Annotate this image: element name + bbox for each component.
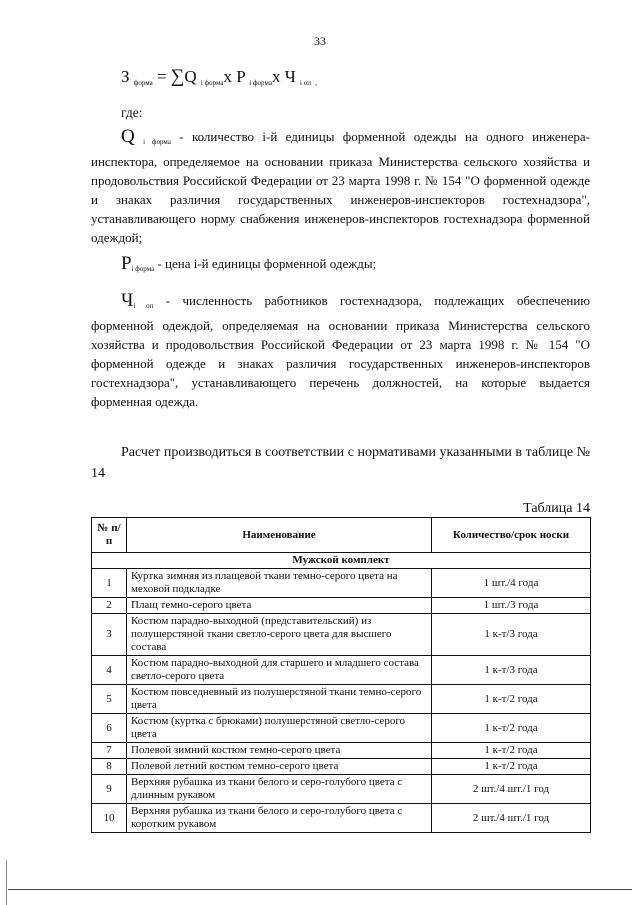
definition-ch-symbol: Ч xyxy=(121,290,134,311)
table-header-row xyxy=(92,518,591,553)
row-qty: 1 к-т/3 года xyxy=(432,656,591,685)
table-row xyxy=(92,743,591,759)
table-row xyxy=(92,614,591,656)
table-row xyxy=(92,804,591,833)
table-row xyxy=(92,569,591,598)
row-qty: 2 шт./4 шт./1 год xyxy=(432,804,591,833)
row-qty: 1 к-т/2 года xyxy=(432,685,591,714)
formula-sum-sign: ∑ xyxy=(170,66,185,87)
row-num: 3 xyxy=(92,614,127,656)
table-row xyxy=(92,775,591,804)
row-num: 1 xyxy=(92,569,127,598)
row-name: Костюм повседневный из полушерстяной ткани темно-серого цвета xyxy=(127,685,432,714)
table-row xyxy=(92,714,591,743)
row-qty: 1 к-т/2 года xyxy=(432,714,591,743)
table-section-row xyxy=(92,553,591,569)
table-row xyxy=(92,759,591,775)
row-num: 7 xyxy=(92,743,127,759)
row-name: Куртка зимняя из плащевой ткани темно-серого цвета на меховой подкладке xyxy=(127,569,432,598)
row-name: Плащ темно-серого цвета xyxy=(127,598,432,614)
formula-tail: , xyxy=(315,79,317,87)
row-qty: 1 к-т/2 года xyxy=(432,743,591,759)
row-num: 9 xyxy=(92,775,127,804)
row-name: Костюм парадно-выходной (представительский) из полушерстяной ткани светло-серого цвета для высшего состава xyxy=(127,614,432,656)
definition-p-text: - цена i-й единицы форменной одежды; xyxy=(157,256,377,271)
formula-times-1: x xyxy=(223,67,232,86)
header-num: № п/п xyxy=(92,518,127,553)
formula-q: Q xyxy=(184,67,197,86)
definition-ch-sub: i оп xyxy=(133,302,154,310)
definition-p-sub: i форма xyxy=(131,265,155,273)
definition-q-symbol: Q xyxy=(121,126,135,147)
row-num: 5 xyxy=(92,685,127,714)
header-name: Наименование xyxy=(127,518,432,553)
definition-ch-text: - численность работников гостехнадзора, подлежащих обеспечению форменной одеждой, определяемая на основании приказа Министерства сельского хозяйства и продовольствия Российской Федерации от 23 марта 1998 г. № 154 "О форменной одежде и знаках различия государственных инженеров-инспекторов гостехнадзора", устанавливающего перечень должностей, на которые выдается форменная одежда. xyxy=(91,293,590,409)
calculation-note-text: Расчет производиться в соответствии с нормативами указанными в таблице № 14 xyxy=(91,445,590,481)
page-bottom-rule xyxy=(8,889,632,890)
definition-p xyxy=(91,254,590,279)
table-caption: Таблица 14 xyxy=(523,501,590,516)
formula-p: P xyxy=(236,67,246,86)
row-num: 4 xyxy=(92,656,127,685)
row-name: Полевой зимний костюм темно-серого цвета xyxy=(127,743,432,759)
row-qty: 1 к-т/3 года xyxy=(432,614,591,656)
row-num: 10 xyxy=(92,804,127,833)
definition-p-symbol: P xyxy=(121,253,132,274)
definition-q-text: - количество i-й единицы форменной одежды на одного инженера-инспектора, определяемое на основании приказа Министерства сельского хозяйства и продовольствия Российской Федерации от 23 марта 1998 г. № 154 "О форменной одежде и знаках различия государственных инженеров-инспекторов гостехнадзора", устанавливающего норму снабжения инженеров-инспекторов гостехнадзора форменной одеждой; xyxy=(91,129,590,245)
row-name: Костюм (куртка с брюками) полушерстяной светло-серого цвета xyxy=(127,714,432,743)
row-name: Костюм парадно-выходной для старшего и младшего состава светло-серого цвета xyxy=(127,656,432,685)
header-qty: Количество/срок носки xyxy=(432,518,591,553)
row-qty: 2 шт./4 шт./1 год xyxy=(432,775,591,804)
definition-q xyxy=(91,127,590,247)
definition-q-sub: i форма xyxy=(143,138,171,146)
table-row xyxy=(92,598,591,614)
section-title: Мужской комплект xyxy=(92,553,591,569)
cost-formula xyxy=(121,66,317,88)
row-num: 6 xyxy=(92,714,127,743)
row-name: Полевой летний костюм темно-серого цвета xyxy=(127,759,432,775)
scan-edge-mark xyxy=(0,860,7,905)
formula-lhs-sub: форма xyxy=(133,79,153,87)
row-qty: 1 шт./4 года xyxy=(432,569,591,598)
formula-p-sub: i форма xyxy=(249,79,272,87)
where-label: где: xyxy=(121,105,143,120)
row-name: Верхняя рубашка из ткани белого и серо-голубого цвета с коротким рукавом xyxy=(127,804,432,833)
definition-ch xyxy=(91,291,590,411)
row-qty: 1 шт./3 года xyxy=(432,598,591,614)
formula-times-2: x xyxy=(271,67,281,86)
table-row xyxy=(92,685,591,714)
formula-equals: = xyxy=(156,67,167,86)
uniform-norms-table xyxy=(91,517,591,833)
formula-ch: Ч xyxy=(284,67,296,86)
formula-ch-sub: i оп xyxy=(300,79,311,87)
formula-lhs: З xyxy=(121,67,130,86)
row-name: Верхняя рубашка из ткани белого и серо-голубого цвета с длинным рукавом xyxy=(127,775,432,804)
row-qty: 1 к-т/2 года xyxy=(432,759,591,775)
row-num: 2 xyxy=(92,598,127,614)
table-row xyxy=(92,656,591,685)
page-number: 33 xyxy=(314,34,326,48)
row-num: 8 xyxy=(92,759,127,775)
calculation-note xyxy=(91,442,590,484)
formula-q-sub: i форма xyxy=(200,79,224,87)
